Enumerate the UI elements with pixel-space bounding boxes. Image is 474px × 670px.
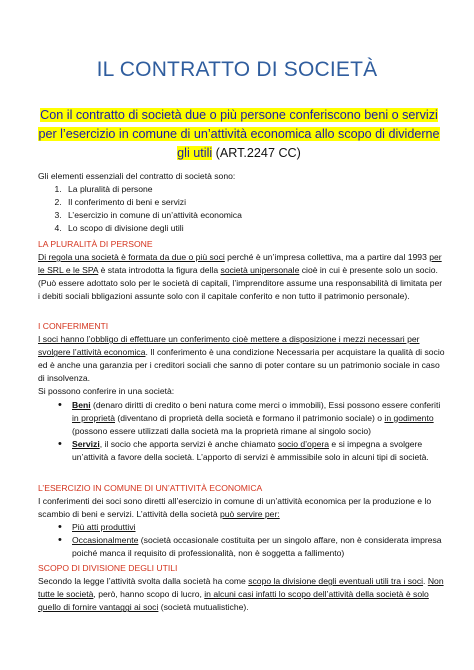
scopo-text <box>38 575 446 614</box>
underlined-text: Di regola una società è formata da due o più soci <box>38 252 225 263</box>
body-text: (denaro diritti di credito o beni natura come merci o immobili), Essi possono essere conferiti <box>90 399 441 410</box>
body-text: (società mutualistiche). <box>158 602 249 613</box>
body-text: cioè in cui è presente solo un socio. (Può essere adottato solo per le società di capitali, l’imprenditore assume una responsabilità di limitata per i debiti sociali bbligazioni assunte solo con il capitale conferito e non tutto il patrimonio personale). <box>38 265 443 302</box>
list-item <box>72 521 446 534</box>
body-text: (diventano di proprietà della società e formano il patrimonio sociale) o <box>115 412 385 423</box>
intro-paragraph <box>38 106 440 163</box>
body-text: I conferimenti dei soci sono diretti all’esercizio in comune di un’attività economica per la produzione e lo scambio di beni e servizi. L’attività della società <box>38 496 432 520</box>
esercizio-text <box>38 495 446 521</box>
conferimenti-section <box>38 320 446 464</box>
body-text: e si impegna a svolgere un’attività a favore della società. L’apporto di servizi è ammissibile solo in alcuni tipi di società. <box>72 438 429 462</box>
underlined-text: per le SRL e le SPA <box>38 252 442 276</box>
pluralita-section <box>38 238 446 303</box>
body-text: , il socio che apporta servizi è anche chiamato <box>99 438 278 449</box>
underlined-text: in proprietà <box>72 412 115 423</box>
body-text: . <box>423 576 428 587</box>
elements-section <box>38 170 446 235</box>
underlined-text: Occasionalmente <box>72 535 139 546</box>
underlined-text: Più atti produttivi <box>72 522 136 533</box>
esercizio-section <box>38 482 446 561</box>
underlined-text: può servire per: <box>220 509 280 520</box>
list-item <box>72 438 446 464</box>
scopo-section <box>38 562 446 614</box>
underlined-text: Non tutte le società <box>38 576 444 600</box>
esercizio-list <box>38 521 446 560</box>
elements-list <box>38 183 446 235</box>
conferimenti-text <box>38 333 446 385</box>
body-text: perché è un’impresa collettiva, ma a partire dal 1993 <box>224 252 430 263</box>
section-heading: L’ESERCIZIO IN COMUNE DI UN’ATTIVITÀ ECONOMICA <box>38 483 263 493</box>
list-item <box>72 399 446 438</box>
list-item: 3. L’esercizio in comune di un’attività economica <box>64 209 446 222</box>
list-item: 2. Il conferimento di beni e servizi <box>64 196 446 209</box>
intro-highlight: Con il contratto di società due o più persone conferiscono beni o servizi per l’esercizio in comune di un’attività economica allo scopo di dividerne gli utili <box>38 108 440 160</box>
section-heading: I CONFERIMENTI <box>38 321 109 331</box>
body-text: (possono essere utilizzati dalla società ma la proprietà rimane al singolo socio) <box>72 425 372 436</box>
body-text: . Il conferimento è una condizione Necessaria per acquistare la qualità di socio ed è anche una garanzia per i creditori sociali che sanno di poter contare su un patrimonio sociale in caso di insolvenza. <box>38 347 445 384</box>
body-text: Secondo la legge l’attività svolta dalla società ha come <box>38 576 249 587</box>
underlined-text: in alcuni casi infatti lo scopo dell’attività della società è solo quello di fornire vantaggi ai soci <box>38 589 429 613</box>
underlined-text: in godimento <box>384 412 434 423</box>
body-text: (società occasionale costituita per un singolo affare, non è considerata impresa poiché manca il requisito di professionalità, non è soggetta a fallimento) <box>72 535 442 559</box>
body-text: è stata introdotta la figura della <box>98 265 221 276</box>
list-item <box>72 534 446 560</box>
section-heading: SCOPO DI DIVISIONE DEGLI UTILI <box>38 563 178 573</box>
body-text: , però, hanno scopo di lucro, <box>93 589 205 600</box>
list-item: 4. Lo scopo di divisione degli utili <box>64 222 446 235</box>
elements-lead: Gli elementi essenziali del contratto di società sono: <box>38 171 236 181</box>
page-title: IL CONTRATTO DI SOCIETÀ <box>96 58 378 81</box>
beni-label: Beni <box>72 399 91 410</box>
underlined-text: socio d’opera <box>277 438 330 449</box>
intro-reference: (ART.2247 CC) <box>212 146 301 160</box>
section-heading: LA PLURALITÀ DI PERSONE <box>38 239 153 249</box>
servizi-label: Servizi <box>72 438 100 449</box>
underlined-text: I soci hanno l’obbligo di effettuare un conferimento cioè mettere a disposizione i mezzi necessari per svolgere l’attività economica <box>38 334 420 358</box>
conferimenti-list <box>38 399 446 464</box>
pluralita-text <box>38 251 446 303</box>
conferimenti-lead: Si possono conferire in una società: <box>38 386 175 397</box>
list-item: 1. La pluralità di persone <box>64 183 446 196</box>
underlined-text: società unipersonale <box>220 265 300 276</box>
underlined-text: scopo la divisione degli eventuali utili tra i soci <box>248 576 424 587</box>
